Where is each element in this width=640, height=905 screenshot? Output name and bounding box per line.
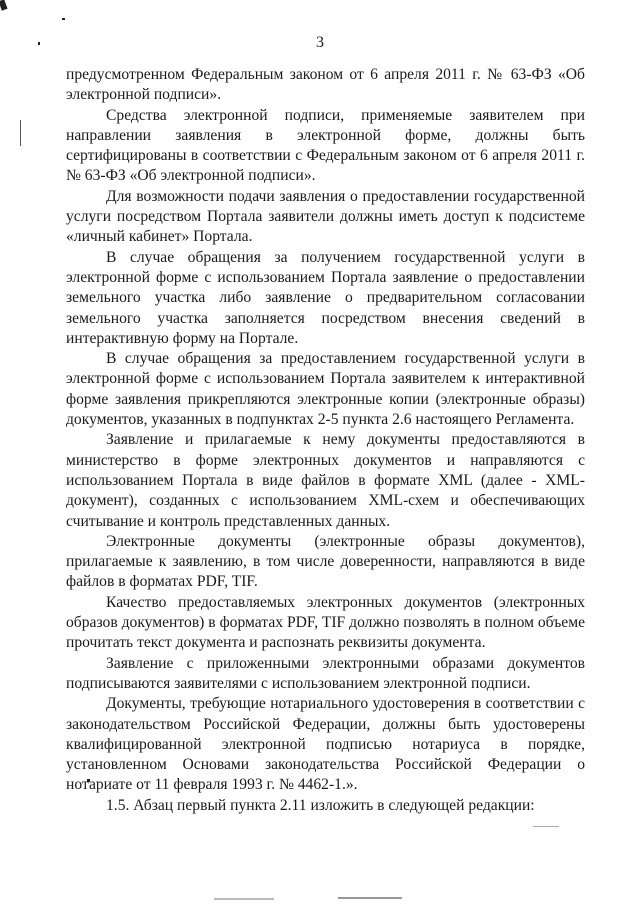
paragraph: предусмотренном Федеральным законом от 6 апреля 2011 г. № 63-ФЗ «Об электронной подписи». (66, 66, 585, 104)
scan-artifact-dot (62, 18, 65, 20)
paragraph: Заявление с приложенными электронными образами документов подписываются заявителями с использованием электронной подписи. (66, 654, 585, 692)
scan-artifact-mark (0, 0, 8, 11)
paragraph: В случае обращения за получением государственной услуги в электронной форме с использованием Портала заявление о предоставлении земельного участка либо заявление о предварительном согласовании земельного участка заполняется посредством внесения сведений в интерактивную форму на Портале. (66, 248, 585, 347)
document-body (66, 65, 585, 816)
paragraph: 1.5. Абзац первый пункта 2.11 изложить в следующей редакции: (106, 796, 535, 814)
scan-artifact-line (338, 897, 402, 899)
paragraph: Средства электронной подписи, применяемые заявителем при направлении заявления в электронной форме, должны быть сертифицированы в соответствии с Федеральным законом от 6 апреля 2011 г. № 63-ФЗ «Об электронной подписи». (66, 106, 585, 185)
scan-artifact-line (20, 120, 21, 146)
scan-artifact-line (533, 826, 559, 827)
paragraph: Качество предоставляемых электронных документов (электронных образов документов) в форматах PDF, TIF должно позволять в полном объеме прочитать текст документа и распознать реквизиты документа. (66, 593, 585, 652)
paragraph: В случае обращения за предоставлением государственной услуги в электронной форме с использованием Портала заявителем к интерактивной форме заявления прикрепляются электронные копии (электронные образы) документов, указанных в подпунктах 2-5 пункта 2.6 настоящего Регламента. (66, 350, 585, 429)
scan-artifact-line (214, 898, 274, 900)
page-number: 3 (316, 34, 324, 51)
paragraph: Документы, требующие нотариального удостоверения в соответствии с законодательством Российской Федерации, должны быть удостоверены квалифицированной электронной подписью нотариуса в порядке, установленном Основами законодательства Российской Федерации о нотариате от 11 февраля 1993 г. № 4462-1.». (66, 695, 585, 794)
paragraph: Для возможности подачи заявления о предоставлении государственной услуги посредством Портала заявители должны иметь доступ к подсистеме «личный кабинет» Портала. (66, 187, 585, 246)
paragraph: Электронные документы (электронные образы документов), прилагаемые к заявлению, в том числе доверенности, направляются в виде файлов в форматах PDF, TIF. (66, 532, 585, 591)
paragraph: Заявление и прилагаемые к нему документы предоставляются в министерство в форме электронных документов и направляются с использованием Портала в виде файлов в формате XML (далее - XML-документ), созданных с использованием XML-схем и обеспечивающих считывание и контроль представленных данных. (66, 431, 585, 530)
